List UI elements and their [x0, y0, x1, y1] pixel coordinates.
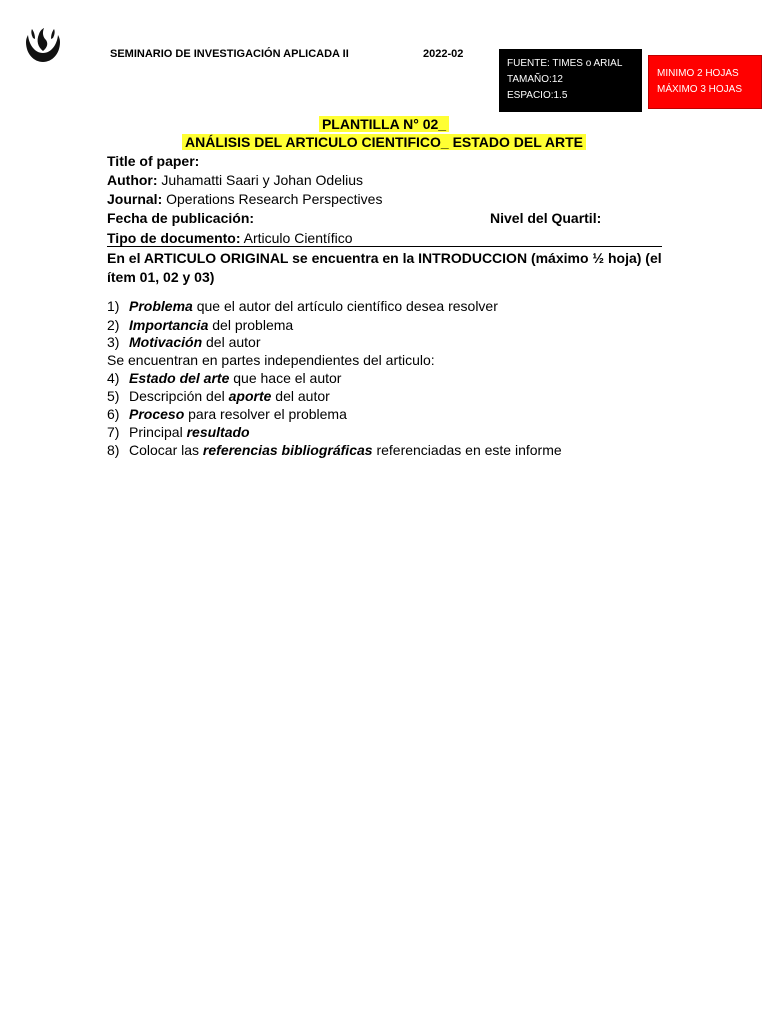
- university-logo: [22, 28, 64, 64]
- item-number: 8): [107, 442, 120, 458]
- journal-label: Journal:: [107, 191, 163, 207]
- template-number-text: PLANTILLA N° 02_: [319, 116, 449, 132]
- item-keyword: aporte: [228, 388, 272, 404]
- document-type-label: Tipo de documento:: [107, 230, 241, 246]
- length-requirements-box: [648, 55, 762, 109]
- quartil-label: Nivel del Quartil:: [490, 210, 602, 226]
- item-keyword: resultado: [186, 424, 250, 440]
- template-number-title: [0, 116, 768, 133]
- item-keyword: Importancia: [129, 317, 209, 333]
- quartil-row: [490, 209, 601, 227]
- term-label: 2022-02: [423, 48, 464, 60]
- paper-title-label: Title of paper:: [107, 153, 200, 169]
- item-keyword: Proceso: [129, 406, 185, 422]
- item-post: para resolver el problema: [184, 406, 347, 422]
- item-post: del autor: [271, 388, 330, 404]
- list-item: [107, 297, 498, 315]
- course-name: SEMINARIO DE INVESTIGACIÓN APLICADA II: [110, 48, 349, 60]
- list-item: [107, 423, 250, 441]
- item-number: 2): [107, 317, 120, 333]
- paper-title-row: [107, 152, 199, 170]
- item-number: 5): [107, 388, 120, 404]
- document-type-value: Articulo Científico: [240, 230, 353, 246]
- publication-date-row: [107, 209, 254, 227]
- publication-date-label: Fecha de publicación:: [107, 210, 255, 226]
- journal-row: [107, 190, 382, 208]
- list-item: [107, 333, 261, 351]
- item-number: 1): [107, 298, 120, 314]
- item-post: referenciadas en este informe: [372, 442, 562, 458]
- section-divider: [107, 246, 662, 247]
- separate-parts-note: Se encuentran en partes independientes del articulo:: [107, 352, 435, 368]
- item-pre: Principal: [129, 424, 187, 440]
- author-label: Author:: [107, 172, 158, 188]
- item-number: 4): [107, 370, 120, 386]
- journal-value: Operations Research Perspectives: [162, 191, 383, 207]
- min-pages-line: MINIMO 2 HOJAS: [657, 68, 739, 79]
- item-keyword: Problema: [129, 298, 193, 314]
- list-item: [107, 316, 293, 334]
- item-post: que el autor del artículo científico desea resolver: [192, 298, 498, 314]
- item-keyword: Motivación: [129, 334, 203, 350]
- item-number: 6): [107, 406, 120, 422]
- item-post: del problema: [208, 317, 294, 333]
- item-number: 3): [107, 334, 120, 350]
- author-row: [107, 171, 363, 189]
- list-item: [107, 441, 562, 459]
- format-font-line: FUENTE: TIMES o ARIAL: [507, 58, 623, 69]
- item-keyword: Estado del arte: [129, 370, 230, 386]
- author-value: Juhamatti Saari y Johan Odelius: [157, 172, 363, 188]
- document-type-row: [107, 229, 353, 247]
- list-item: [107, 405, 347, 423]
- item-pre: Descripción del: [129, 388, 229, 404]
- format-requirements-box: [499, 49, 642, 112]
- max-pages-line: MÁXIMO 3 HOJAS: [657, 84, 743, 95]
- list-item: [107, 387, 330, 405]
- template-main-title-text: ANÁLISIS DEL ARTICULO CIENTIFICO_ ESTADO DEL ARTE: [182, 134, 586, 150]
- item-number: 7): [107, 424, 120, 440]
- item-keyword: referencias bibliográficas: [202, 442, 373, 458]
- introduction-note: En el ARTICULO ORIGINAL se encuentra en la INTRODUCCION (máximo ½ hoja) (el ítem 01, 02 y 03): [107, 250, 662, 285]
- item-post: del autor: [202, 334, 261, 350]
- format-spacing-line: ESPACIO:1.5: [507, 90, 568, 101]
- list-item: [107, 369, 341, 387]
- item-post: que hace el autor: [229, 370, 342, 386]
- item-pre: Colocar las: [129, 442, 203, 458]
- template-main-title: [0, 134, 768, 151]
- format-size-line: TAMAÑO:12: [507, 74, 563, 85]
